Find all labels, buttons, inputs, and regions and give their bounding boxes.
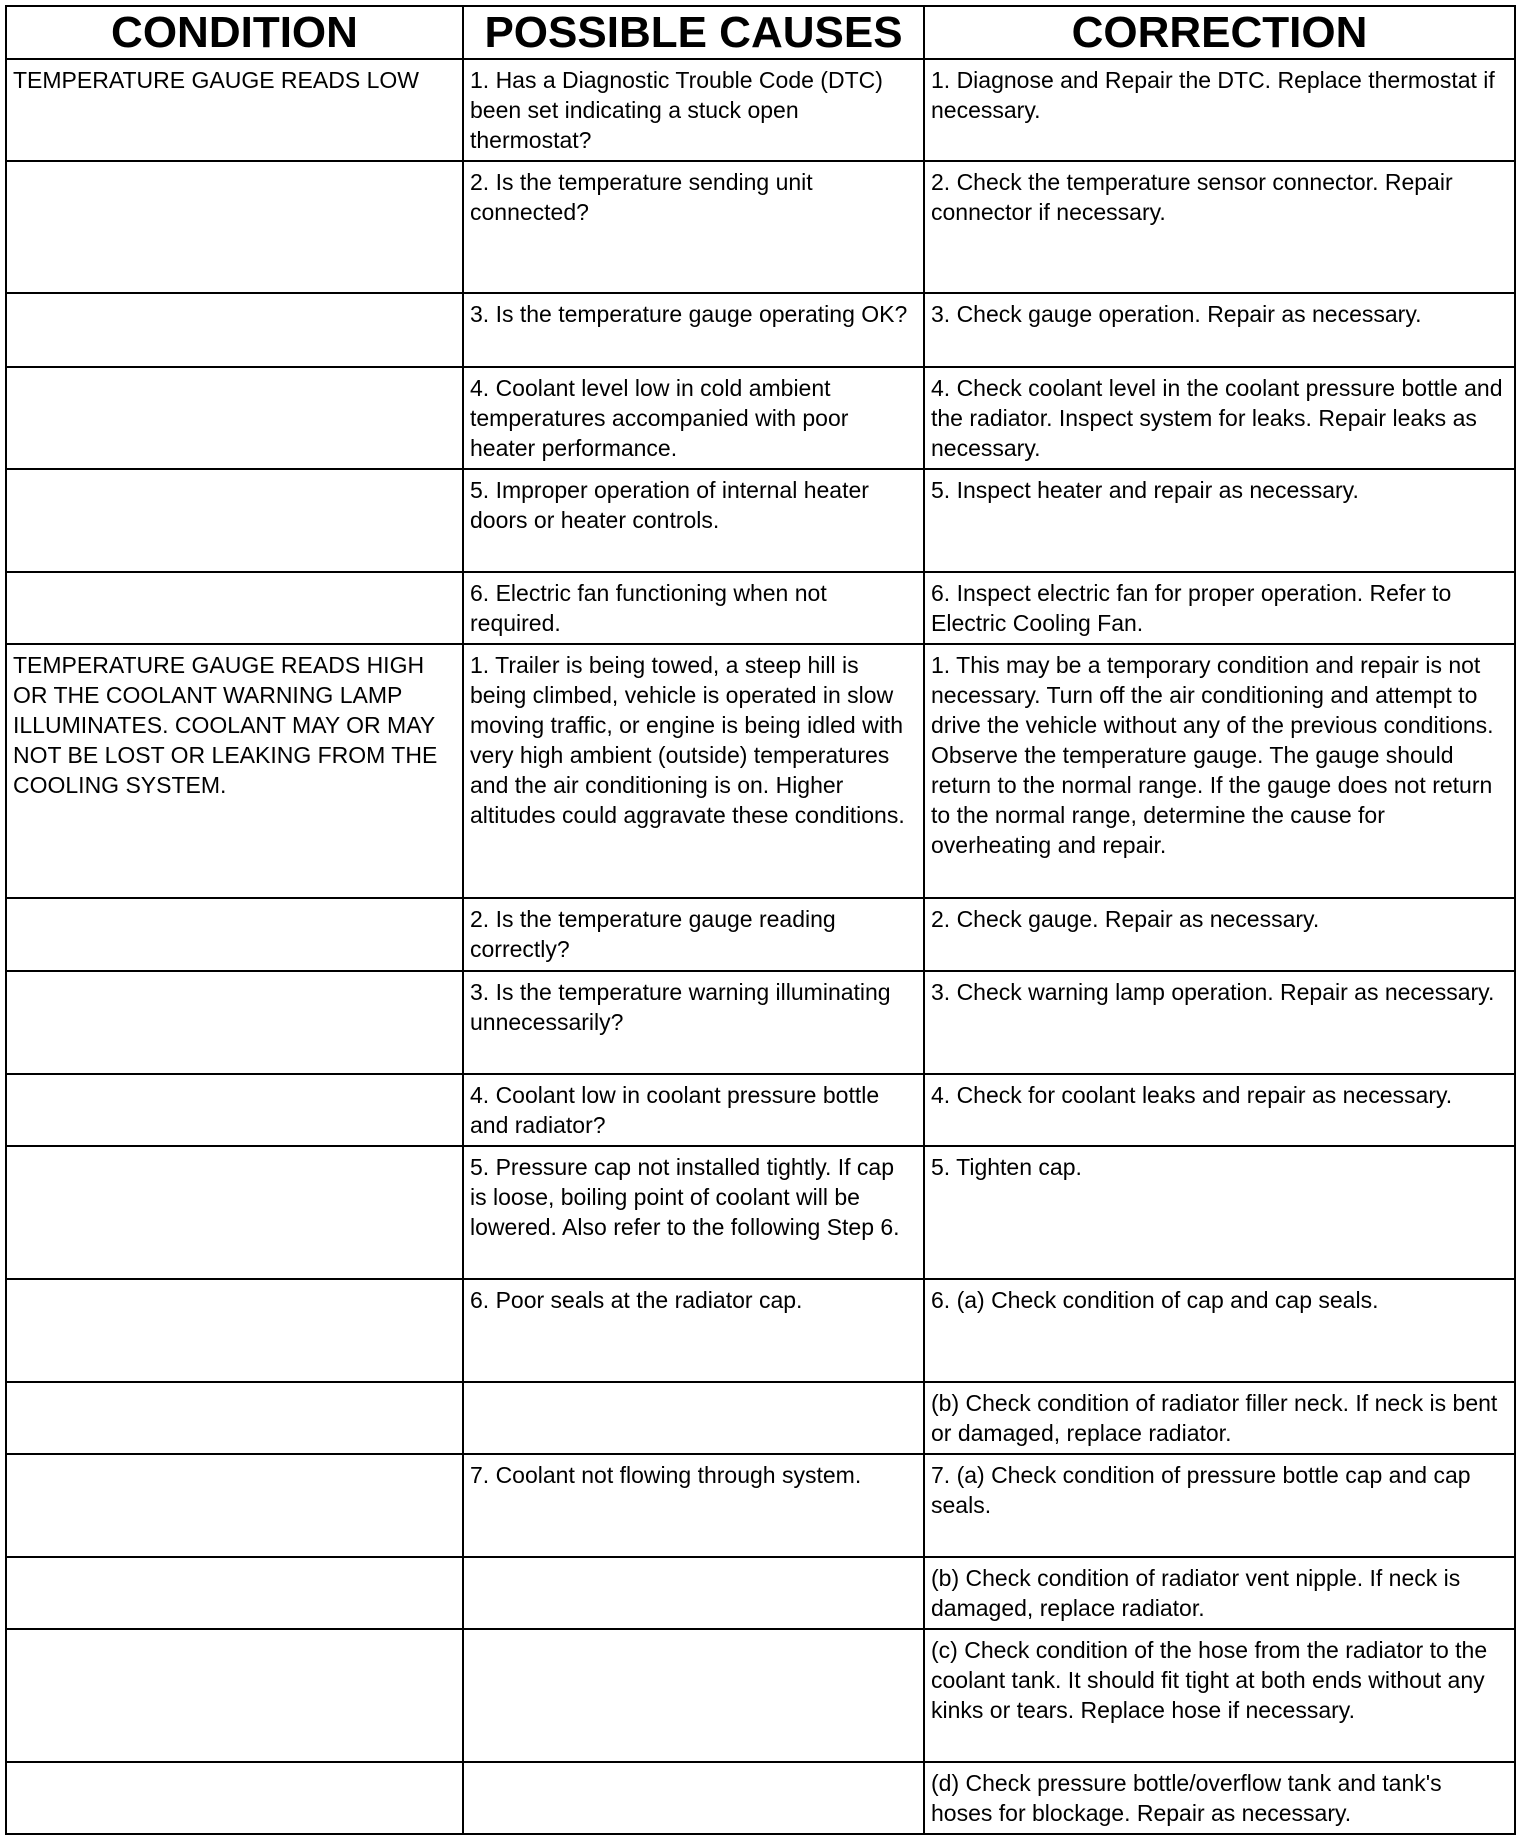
cause-cell: 7. Coolant not flowing through system. xyxy=(463,1454,924,1557)
correction-cell: 5. Tighten cap. xyxy=(924,1146,1515,1279)
table-row xyxy=(6,1382,1515,1454)
correction-cell: 1. This may be a temporary condition and repair is not necessary. Turn off the air conditioning and attempt to drive the vehicle without any of the previous conditions. Observe the temperature gauge. The gauge should return to the normal range. If the gauge does not return to the normal range, determine the cause for overheating and repair. xyxy=(924,644,1515,898)
cause-cell: 4. Coolant level low in cold ambient temperatures accompanied with poor heater performance. xyxy=(463,367,924,469)
table-row xyxy=(6,161,1515,293)
condition-cell xyxy=(6,1762,463,1834)
table-row xyxy=(6,1074,1515,1146)
correction-cell: (c) Check condition of the hose from the radiator to the coolant tank. It should fit tight at both ends without any kinks or tears. Replace hose if necessary. xyxy=(924,1629,1515,1762)
condition-cell xyxy=(6,1557,463,1629)
condition-cell xyxy=(6,1454,463,1557)
header-row xyxy=(6,6,1515,59)
correction-cell: (d) Check pressure bottle/overflow tank and tank's hoses for blockage. Repair as necessary. xyxy=(924,1762,1515,1834)
correction-cell: (b) Check condition of radiator filler neck. If neck is bent or damaged, replace radiator. xyxy=(924,1382,1515,1454)
condition-cell xyxy=(6,572,463,644)
cause-cell: 4. Coolant low in coolant pressure bottle and radiator? xyxy=(463,1074,924,1146)
cause-cell: 2. Is the temperature gauge reading correctly? xyxy=(463,898,924,971)
table-row xyxy=(6,971,1515,1074)
cause-cell xyxy=(463,1762,924,1834)
table-row xyxy=(6,1146,1515,1279)
cause-cell: 2. Is the temperature sending unit connected? xyxy=(463,161,924,293)
condition-cell xyxy=(6,1146,463,1279)
table-row xyxy=(6,59,1515,161)
correction-cell: (b) Check condition of radiator vent nipple. If neck is damaged, replace radiator. xyxy=(924,1557,1515,1629)
cause-cell: 3. Is the temperature warning illuminating unnecessarily? xyxy=(463,971,924,1074)
table-row xyxy=(6,293,1515,367)
correction-cell: 4. Check for coolant leaks and repair as necessary. xyxy=(924,1074,1515,1146)
condition-cell xyxy=(6,367,463,469)
diagnosis-table xyxy=(5,5,1516,1835)
condition-cell xyxy=(6,971,463,1074)
cause-cell: 6. Electric fan functioning when not required. xyxy=(463,572,924,644)
correction-cell: 4. Check coolant level in the coolant pressure bottle and the radiator. Inspect system for leaks. Repair leaks as necessary. xyxy=(924,367,1515,469)
cause-cell: 1. Trailer is being towed, a steep hill is being climbed, vehicle is operated in slow moving traffic, or engine is being idled with very high ambient (outside) temperatures and the air conditioning is on. Higher altitudes could aggravate these conditions. xyxy=(463,644,924,898)
header-possible-causes: POSSIBLE CAUSES xyxy=(463,6,924,59)
table-row xyxy=(6,1762,1515,1834)
table-row xyxy=(6,367,1515,469)
correction-cell: 3. Check gauge operation. Repair as necessary. xyxy=(924,293,1515,367)
correction-cell: 2. Check gauge. Repair as necessary. xyxy=(924,898,1515,971)
condition-cell: TEMPERATURE GAUGE READS LOW xyxy=(6,59,463,161)
diagnosis-table-wrapper xyxy=(5,5,1514,1831)
table-row xyxy=(6,644,1515,898)
condition-cell xyxy=(6,161,463,293)
cause-cell xyxy=(463,1382,924,1454)
table-row xyxy=(6,1279,1515,1382)
correction-cell: 3. Check warning lamp operation. Repair as necessary. xyxy=(924,971,1515,1074)
condition-cell: TEMPERATURE GAUGE READS HIGH OR THE COOLANT WARNING LAMP ILLUMINATES. COOLANT MAY OR MAY NOT BE LOST OR LEAKING FROM THE COOLING SYSTEM. xyxy=(6,644,463,898)
condition-cell xyxy=(6,1382,463,1454)
cause-cell: 1. Has a Diagnostic Trouble Code (DTC) been set indicating a stuck open thermostat? xyxy=(463,59,924,161)
cause-cell: 6. Poor seals at the radiator cap. xyxy=(463,1279,924,1382)
condition-cell xyxy=(6,469,463,572)
correction-cell: 7. (a) Check condition of pressure bottle cap and cap seals. xyxy=(924,1454,1515,1557)
condition-cell xyxy=(6,293,463,367)
condition-cell xyxy=(6,1074,463,1146)
condition-cell xyxy=(6,1629,463,1762)
condition-cell xyxy=(6,1279,463,1382)
table-row xyxy=(6,469,1515,572)
cause-cell: 5. Improper operation of internal heater doors or heater controls. xyxy=(463,469,924,572)
cause-cell xyxy=(463,1629,924,1762)
table-row xyxy=(6,572,1515,644)
header-condition: CONDITION xyxy=(6,6,463,59)
table-row xyxy=(6,898,1515,971)
correction-cell: 5. Inspect heater and repair as necessary. xyxy=(924,469,1515,572)
correction-cell: 1. Diagnose and Repair the DTC. Replace thermostat if necessary. xyxy=(924,59,1515,161)
header-correction: CORRECTION xyxy=(924,6,1515,59)
table-row xyxy=(6,1454,1515,1557)
correction-cell: 6. Inspect electric fan for proper operation. Refer to Electric Cooling Fan. xyxy=(924,572,1515,644)
correction-cell: 6. (a) Check condition of cap and cap seals. xyxy=(924,1279,1515,1382)
cause-cell: 5. Pressure cap not installed tightly. If cap is loose, boiling point of coolant will be lowered. Also refer to the following Step 6. xyxy=(463,1146,924,1279)
condition-cell xyxy=(6,898,463,971)
correction-cell: 2. Check the temperature sensor connector. Repair connector if necessary. xyxy=(924,161,1515,293)
cause-cell: 3. Is the temperature gauge operating OK? xyxy=(463,293,924,367)
table-row xyxy=(6,1629,1515,1762)
table-row xyxy=(6,1557,1515,1629)
cause-cell xyxy=(463,1557,924,1629)
